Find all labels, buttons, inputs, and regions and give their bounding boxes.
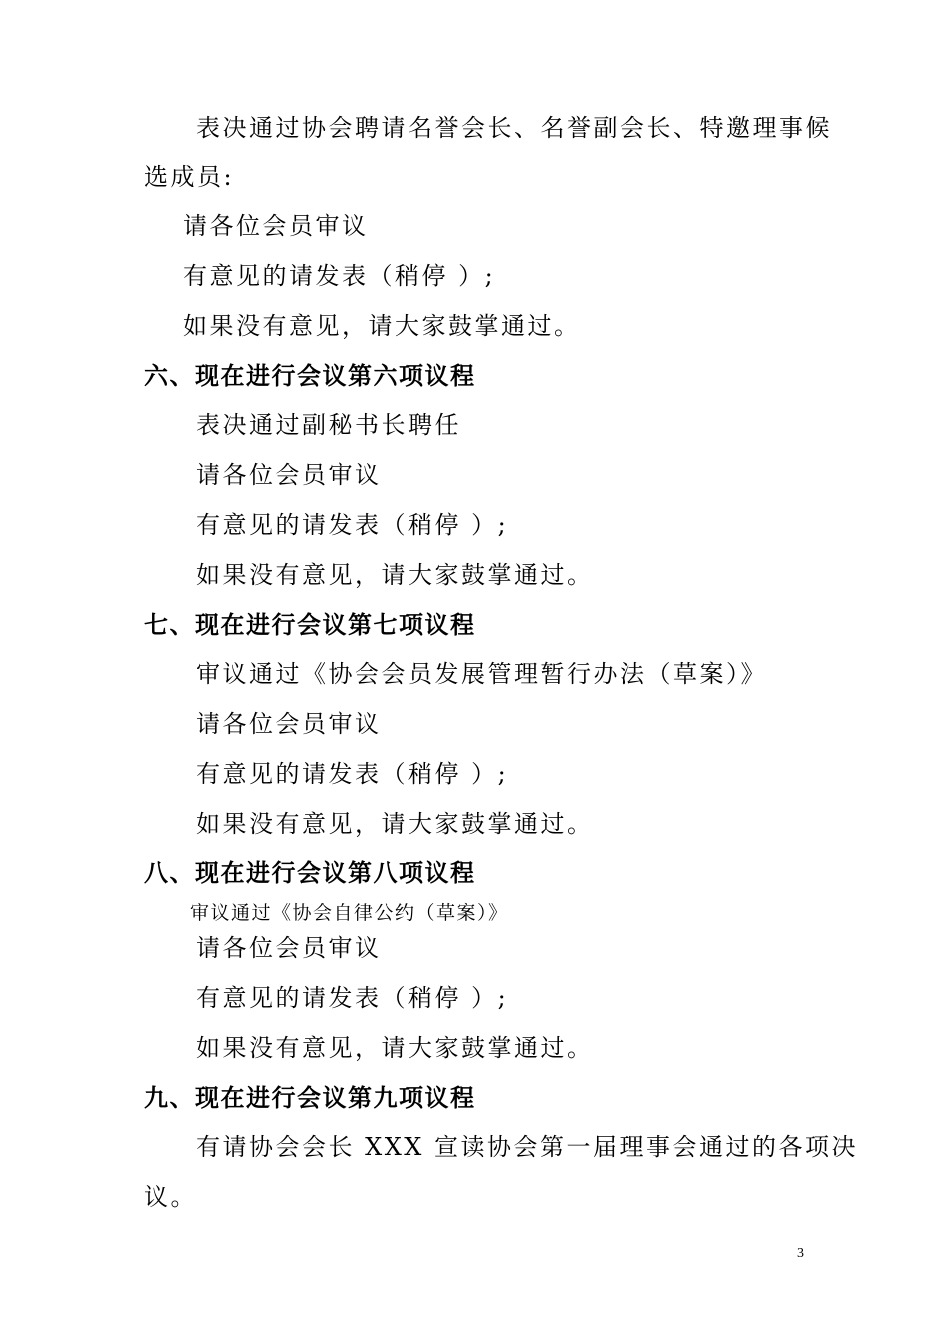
paragraph-line: 有意见的请发表（稍停 ）; xyxy=(196,984,509,1012)
section-heading: 九、现在进行会议第九项议程 xyxy=(144,1084,476,1112)
page-number: 3 xyxy=(797,1246,804,1261)
paragraph-line: 如果没有意见，请大家鼓掌通过。 xyxy=(183,312,581,340)
section-heading: 七、现在进行会议第七项议程 xyxy=(144,611,476,639)
paragraph-line: 审议通过《协会自律公约（草案）》 xyxy=(190,902,509,924)
paragraph-line: 有意见的请发表（稍停 ）; xyxy=(196,760,509,788)
paragraph-line: 请各位会员审议 xyxy=(196,934,382,962)
paragraph-line: 选成员: xyxy=(144,163,235,191)
paragraph-line: 有意见的请发表（稍停 ）; xyxy=(196,511,509,539)
paragraph-line: 审议通过《协会会员发展管理暂行办法（草案）》 xyxy=(196,660,767,688)
section-heading: 八、现在进行会议第八项议程 xyxy=(144,859,476,887)
paragraph-line: 有意见的请发表（稍停 ）; xyxy=(183,262,496,290)
paragraph-line: 请各位会员审议 xyxy=(183,212,369,240)
paragraph-line: 议。 xyxy=(144,1183,197,1211)
paragraph-line: 有请协会会长 XXX 宣读协会第一届理事会通过的各项决 xyxy=(196,1133,859,1161)
paragraph-line: 如果没有意见，请大家鼓掌通过。 xyxy=(196,1034,594,1062)
paragraph-line: 如果没有意见，请大家鼓掌通过。 xyxy=(196,810,594,838)
paragraph-line: 请各位会员审议 xyxy=(196,710,382,738)
section-heading: 六、现在进行会议第六项议程 xyxy=(144,362,476,390)
paragraph-line: 表决通过协会聘请名誉会长、名誉副会长、特邀理事候 xyxy=(196,114,832,142)
paragraph-line: 如果没有意见，请大家鼓掌通过。 xyxy=(196,561,594,589)
paragraph-line: 请各位会员审议 xyxy=(196,461,382,489)
paragraph-line: 表决通过副秘书长聘任 xyxy=(196,411,461,439)
